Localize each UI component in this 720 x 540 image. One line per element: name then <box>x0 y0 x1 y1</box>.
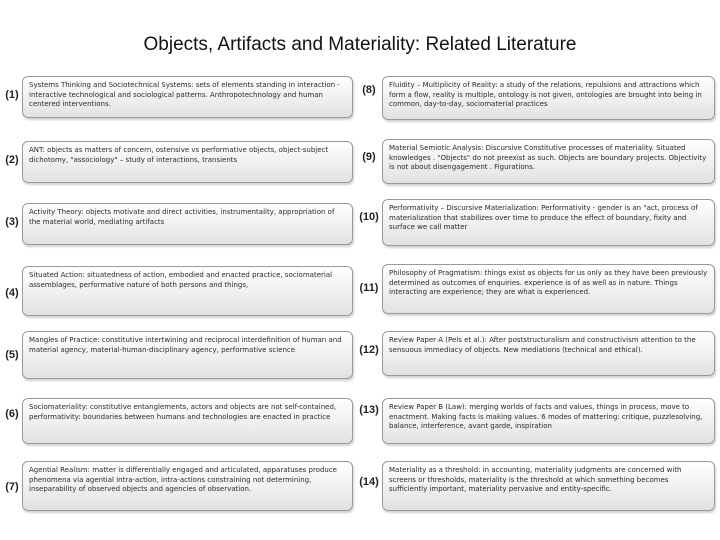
literature-text: Materiality as a threshold: in accounting, materiality judgments are concerned with screens or thresholds, materiality is the threshold at which something becomes sufficiently important, materiality pervasive and entity-specific. <box>389 466 682 494</box>
literature-box <box>22 76 353 118</box>
item-number: (7) <box>5 481 19 493</box>
literature-box <box>22 398 353 444</box>
item-number: (12) <box>359 344 379 356</box>
literature-box <box>22 461 353 511</box>
literature-box <box>382 76 715 120</box>
item-number: (10) <box>359 211 379 223</box>
literature-box <box>22 141 353 183</box>
literature-box <box>382 139 715 184</box>
literature-text: Fluidity – Multiplicity of Reality: a study of the relations, repulsions and attractions which form a flow, reality is multiple, ontology is not given, ontologies are brought into being in common, day-to-day, sociomaterial practices <box>389 81 702 109</box>
item-number: (5) <box>5 349 19 361</box>
literature-text: Performativity – Discursive Materialization: Performativity - gender is an "act, process of materialization that stabilizes over time to produce the effect of boundary, fixity and surface we call matter <box>389 204 698 232</box>
item-number: (2) <box>5 154 19 166</box>
literature-box <box>382 398 715 444</box>
item-number: (1) <box>5 89 19 101</box>
literature-box <box>22 203 353 245</box>
literature-text: Activity Theory: objects motivate and direct activities, instrumentality, appropriation of the material world, mediating artifacts <box>29 208 335 226</box>
literature-text: Philosophy of Pragmatism: things exist as objects for us only as they have been previously determined as outcomes of enquiries. experience is of as well as in nature. Things interacting are experience; they are what is experienced. <box>389 269 708 297</box>
item-number: (9) <box>362 151 376 163</box>
literature-box <box>382 461 715 511</box>
literature-box <box>22 266 353 316</box>
item-number: (13) <box>359 404 379 416</box>
literature-text: Systems Thinking and Sociotechnical Systems: sets of elements standing in interaction - interactive technological and sociological patterns. Anthropotechnology and human centered interventions. <box>29 81 340 109</box>
literature-text: Mangles of Practice: constitutive intertwining and reciprocal interdefinition of human and material agency, material-human-disciplinary agency, performative science <box>29 336 342 354</box>
item-number: (4) <box>5 287 19 299</box>
item-number: (6) <box>5 408 19 420</box>
literature-box <box>382 331 715 376</box>
page-title: Objects, Artifacts and Materiality: Related Literature <box>143 34 577 55</box>
literature-text: Review Paper B (Law): merging worlds of facts and values, things in process, move to enactment. Making facts is making values. 6 modes of mattering: critique, puzzlesolving, balance, interference, avant garde, inspiration <box>389 403 703 431</box>
literature-text: Review Paper A (Pels et al.): After poststructuralism and constructivism attention to the sensuous immediacy of objects. New mediations (technical and ethical). <box>389 336 696 354</box>
item-number: (8) <box>362 84 376 96</box>
literature-text: Sociomateriality: constitutive entanglements, actors and objects are not self-contained, performativity: boundaries between humans and technologies are enacted in practice <box>29 403 337 421</box>
item-number: (11) <box>359 282 379 294</box>
item-number: (3) <box>5 216 19 228</box>
literature-box <box>22 331 353 379</box>
literature-text: Agential Realism: matter is differentially engaged and articulated, apparatuses produce phenomena via agential intra-action, intra-actions constraining not determining, inseparability of observed objects and agencies of observation. <box>29 466 337 494</box>
literature-text: Situated Action: situatedness of action, embodied and enacted practice, sociomaterial assemblages, performative nature of both persons and things, <box>29 271 333 289</box>
literature-box <box>382 199 715 246</box>
literature-box <box>382 264 715 314</box>
item-number: (14) <box>359 476 379 488</box>
literature-text: ANT: objects as matters of concern, ostensive vs performative objects, object-subject dichotomy, "associology" – study of interactions, transients <box>29 146 329 164</box>
literature-text: Material Semiotic Analysis: Discursive Constitutive processes of materiality. Situated knowledges . "Objects" do not preexist as such. Objects are boundary projects. Objectivity is not about disengagement . Figurations. <box>389 144 707 172</box>
